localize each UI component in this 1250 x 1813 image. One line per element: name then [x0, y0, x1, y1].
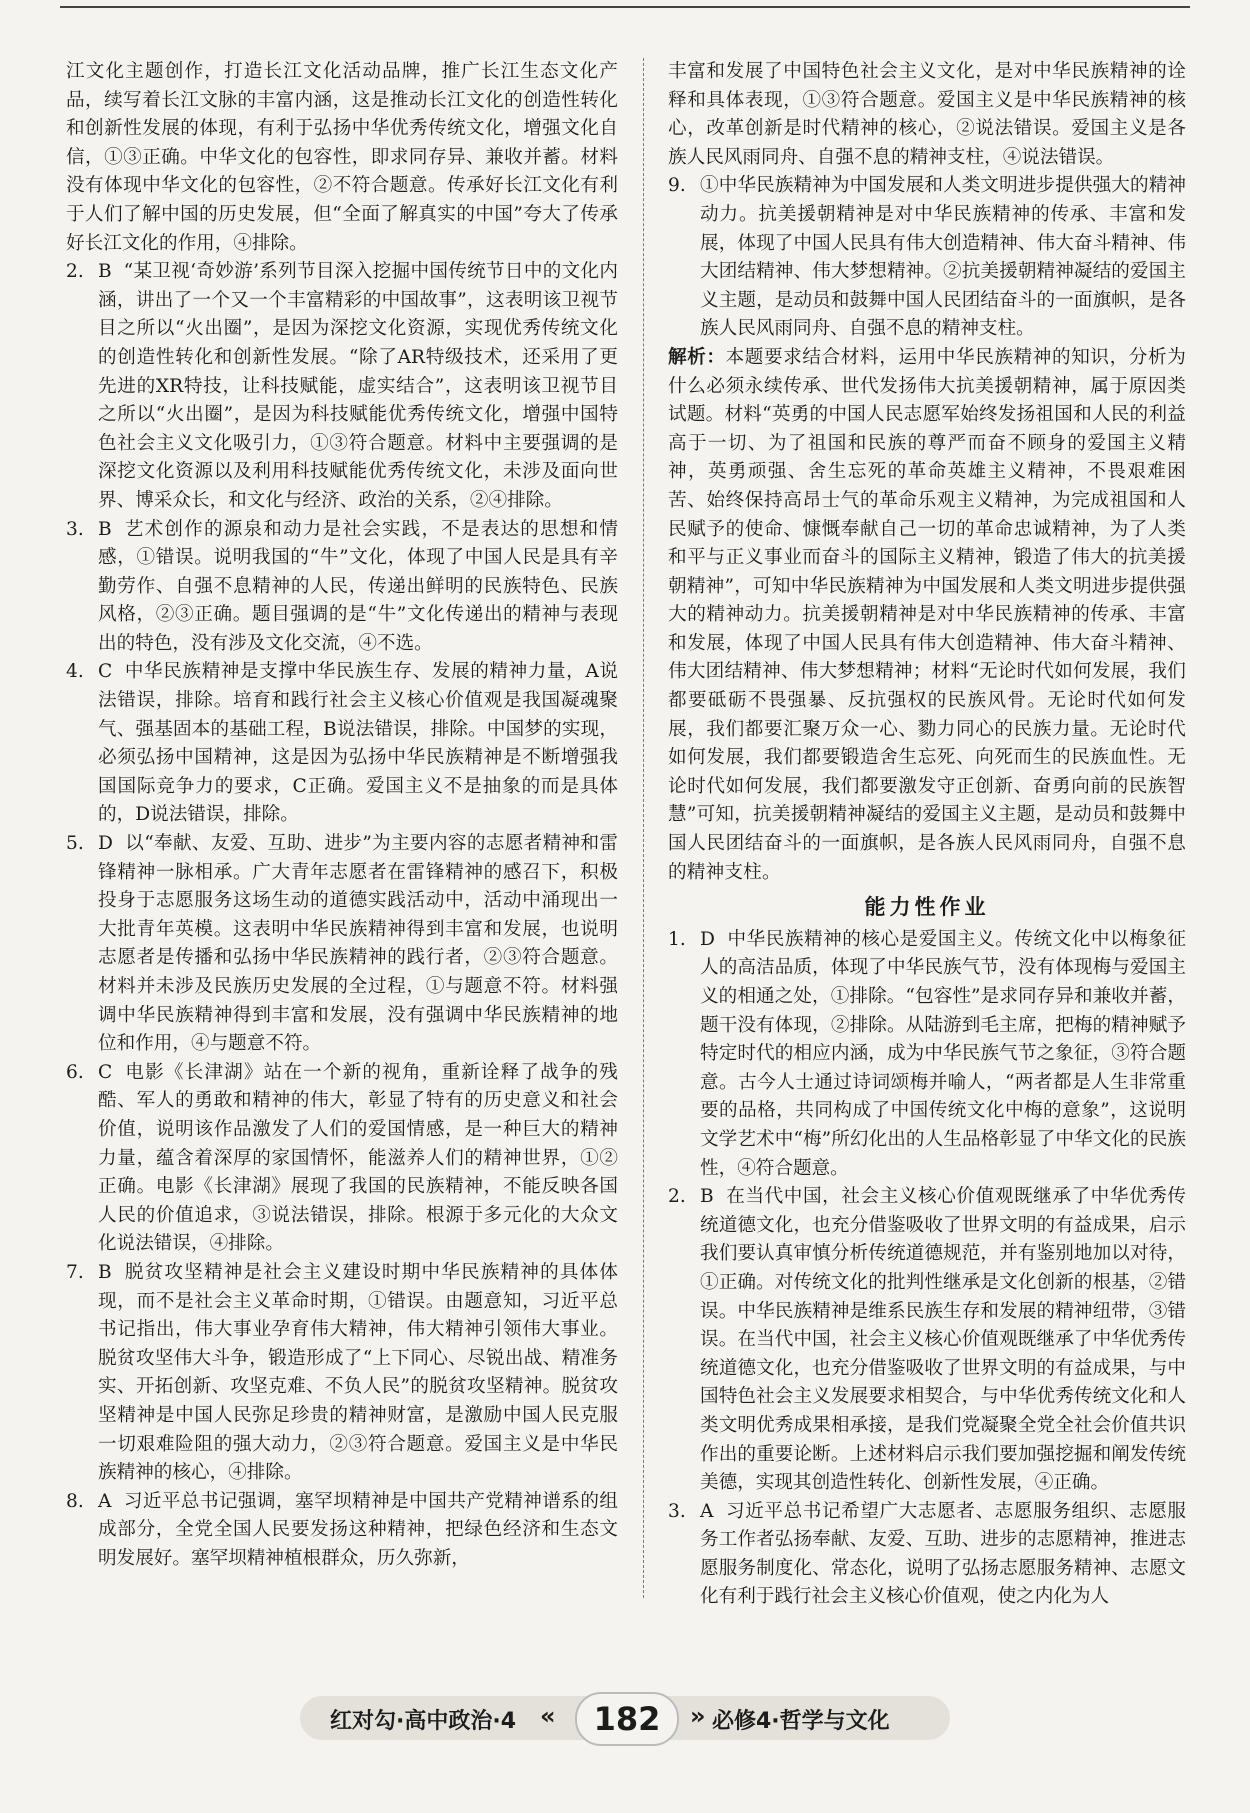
item-number: 2. [668, 1186, 686, 1208]
item-text: 在当代中国，社会主义核心价值观既继承了中华优秀传统道德文化，也充分借鉴吸收了世界文明的有益成果，启示我们要认真审慎分析传统道德规范，并有鉴别地加以对待，①正确。对传统文化的批判性继承是文化创新的根基，②错误。中华民族精神是维系民族生存和发展的精神纽带，③错误。在当代中国，社会主义核心价值观既继承了中华优秀传统道德文化，也充分借鉴吸收了世界文明的有益成果，与中国特色社会主义发展要求相契合，与中华优秀传统文化和人类文明优秀成果相承接，是我们党凝聚全党全社会价值共识作出的重要论断。上述材料启示我们要加强挖掘和阐发传统美德，实现其创造性转化、创新性发展，④正确。 [700, 1186, 1186, 1494]
item-number: 9. [668, 175, 686, 197]
item-number: 1. [668, 928, 686, 950]
item-text: 中华民族精神的核心是爱国主义。传统文化中以梅象征人的高洁品质，体现了中华民族气节，没有体现梅与爱国主义的相通之处，①排除。“包容性”是求同存异和兼收并蓄，题干没有体现，②排除。从陆游到毛主席，把梅的精神赋予特定时代的相应内涵，成为中华民族气节之象征，③符合题意。古今人士通过诗词颂梅并喻人，“两者都是人生非常重要的品格，共同构成了中国传统文化中梅的意象”，这说明文学艺术中“梅”所幻化出的人生品格彰显了中华文化的民族性，④符合题意。 [700, 928, 1186, 1179]
item-number: 4. [66, 661, 84, 683]
answer-item-4 [66, 658, 618, 830]
footer-book-title: 红对勾·高中政治·4 [330, 1709, 517, 1734]
right-column [668, 58, 1186, 1612]
item-answer: D [98, 833, 113, 855]
item-answer: A [700, 1500, 714, 1522]
item-text: “某卫视‘奇妙游’系列节目深入挖掘中国传统节日中的文化内涵，讲出了一个又一个丰富精彩的中国故事”，这表明该卫视节目之所以“火出圈”，是因为深挖文化资源，实现优秀传统文化的创造性转化和创新性发展。“除了AR特级技术，还采用了更先进的XR特技，让科技赋能，虚实结合”，这表明该卫视节目之所以“火出圈”，是因为科技赋能优秀传统文化，增强中国特色社会主义文化吸引力，①③符合题意。材料中主要强调的是深挖文化资源以及利用科技赋能优秀传统文化，未涉及面向世界、博采众长，和文化与经济、政治的关系，②④排除。 [98, 261, 618, 511]
item-text: ①中华民族精神为中国发展和人类文明进步提供强大的精神动力。抗美援朝精神是对中华民族精神的传承、丰富和发展，体现了中国人民具有伟大创造精神、伟大奋斗精神、伟大团结精神、伟大梦想精神。②抗美援朝精神凝结的爱国主义主题，是动员和鼓舞中国人民团结奋斗的一面旗帜，是各族人民风雨同舟、自强不息的精神支柱。 [700, 175, 1186, 340]
item-number: 7. [66, 1261, 84, 1283]
answer-item-5 [66, 830, 618, 1059]
item-8-continuation: 丰富和发展了中国特色社会主义文化，是对中华民族精神的诠释和具体表现，①③符合题意。爱国主义是中华民族精神的核心，改革创新是时代精神的核心，②说法错误。爱国主义是各族人民风雨同舟、自强不息的精神支柱，④说法错误。 [668, 61, 1186, 168]
analysis-text: 本题要求结合材料，运用中华民族精神的知识，分析为什么必须永续传承、世代发扬伟大抗美援朝精神，属于原因类试题。材料“英勇的中国人民志愿军始终发扬祖国和人民的利益高于一切、为了祖国和民族的尊严而奋不顾身的爱国主义精神，英勇顽强、舍生忘死的革命英雄主义精神，不畏艰难困苦、始终保持高昂士气的革命乐观主义精神，为完成祖国和人民赋予的使命、慷慨奉献自己一切的革命忠诚精神，为了人类和平与正义事业而奋斗的国际主义精神，锻造了伟大的抗美援朝精神”，可知中华民族精神为中国发展和人类文明进步提供强大的精神动力。抗美援朝精神是对中华民族精神的传承、丰富和发展，体现了中国人民具有伟大创造精神、伟大奋斗精神、伟大团结精神、伟大梦想精神；材料“无论时代如何发展，我们都要砥砺不畏强暴、反抗强权的民族风骨。无论时代如何发展，我们都要汇聚万众一心、勠力同心的民族力量。无论时代如何发展，我们都要锻造舍生忘死、向死而生的民族血性。无论时代如何发展，我们都要激发守正创新、奋勇向前的民族智慧”可知，抗美援朝精神凝结的爱国主义主题，是动员和鼓舞中国人民团结奋斗的一面旗帜，是各族人民风雨同舟，自强不息的精神支柱。 [668, 346, 1186, 883]
answer-item-9 [668, 172, 1186, 344]
item-text: 习近平总书记强调，塞罕坝精神是中国共产党精神谱系的组成部分，全党全国人民要发扬这种精神，把绿色经济和生态文明发展好。塞罕坝精神植根群众，历久弥新， [98, 1490, 618, 1569]
item-number: 2. [66, 261, 84, 283]
page-number: 182 [575, 1692, 679, 1746]
item-text: 电影《长津湖》站在一个新的视角，重新诠释了战争的残酷、军人的勇敢和精神的伟大，彰显了特有的历史意义和社会价值，说明该作品激发了人们的爱国情感，是一种巨大的精神力量，蕴含着深厚的家国情怀，能滋养人们的精神世界，①②正确。电影《长津湖》展现了我国的民族精神，不能反映各国人民的价值追求，③说法错误，排除。根源于多元化的大众文化说法错误，④排除。 [98, 1061, 618, 1255]
item-text: 脱贫攻坚精神是社会主义建设时期中华民族精神的具体体现，而不是社会主义革命时期，①错误。由题意知，习近平总书记指出，伟大事业孕育伟大精神，伟大精神引领伟大事业。脱贫攻坚伟大斗争，锻造形成了“上下同心、尽锐出战、精准务实、开拓创新、攻坚克难、不负人民”的脱贫攻坚精神。脱贫攻坚精神是中国人民弥足珍贵的精神财富，是激励中国人民克服一切艰难险阻的强大动力，②③符合题意。爱国主义是中华民族精神的核心，④排除。 [98, 1261, 618, 1484]
item-answer: B [98, 1261, 112, 1283]
item-answer: B [98, 518, 112, 540]
item-number: 6. [66, 1061, 84, 1083]
item-number: 3. [66, 518, 84, 540]
left-intro-paragraph: 江文化主题创作，打造长江文化活动品牌，推广长江生态文化产品，续写着长江文脉的丰富内涵，这是推动长江文化的创造性转化和创新性发展的体现，有利于弘扬中华优秀传统文化，增强文化自信，①③正确。中华文化的包容性，即求同存异、兼收并蓄。材料没有体现中华文化的包容性，②不符合题意。传承好长江文化有利于人们了解中国的历史发展，但“全面了解真实的中国”夸大了传承好长江文化的作用，④排除。 [66, 61, 618, 254]
chevron-left-icon: « [540, 1702, 556, 1730]
ability-item-3 [668, 1498, 1186, 1612]
item-text: 艺术创作的源泉和动力是社会实践，不是表达的思想和情感，①错误。说明我国的“牛”文化，体现了中国人民是具有辛勤劳作、自强不息精神的人民，传递出鲜明的民族特色、民族风格，②③正确。题目强调的是“牛”文化传递出的精神与表现出的特色，没有涉及文化交流，④不选。 [98, 518, 618, 654]
answer-item-3 [66, 516, 618, 659]
answer-item-7 [66, 1259, 618, 1488]
analysis-label: 解析： [668, 346, 726, 368]
section-title: 能力性作业 [864, 894, 990, 920]
analysis-paragraph [668, 344, 1186, 887]
item-answer: B [700, 1186, 714, 1208]
ability-item-2 [668, 1183, 1186, 1498]
item-answer: C [98, 1061, 113, 1083]
top-rule [60, 6, 1190, 8]
item-text: 中华民族精神是支撑中华民族生存、发展的精神力量，A说法错误，排除。培育和践行社会主义核心价值观是我国凝魂聚气、强基固本的基础工程，B说法错误，排除。中国梦的实现，必须弘扬中国精神，这是因为弘扬中华民族精神是不断增强我国国际竞争力的要求，C正确。爱国主义不是抽象的而是具体的，D说法错误，排除。 [98, 661, 618, 826]
item-number: 5. [66, 833, 84, 855]
chevron-right-icon: » [690, 1702, 706, 1730]
item-answer: C [98, 661, 113, 683]
item-number: 8. [66, 1490, 84, 1512]
page-footer [0, 1688, 1250, 1748]
answer-item-2 [66, 258, 618, 515]
left-column [66, 58, 618, 1573]
item-answer: A [98, 1490, 112, 1512]
item-answer: B [98, 261, 112, 283]
item-answer: D [700, 928, 715, 950]
footer-volume-title: 必修4·哲学与文化 [712, 1709, 890, 1734]
item-text: 习近平总书记希望广大志愿者、志愿服务组织、志愿服务工作者弘扬奉献、友爱、互助、进步的志愿精神，推进志愿服务制度化、常态化，说明了弘扬志愿服务精神、志愿文化有利于践行社会主义核心价值观，使之内化为人 [700, 1500, 1186, 1608]
answer-item-6 [66, 1059, 618, 1259]
column-divider [643, 58, 644, 1598]
item-number: 3. [668, 1500, 686, 1522]
answer-item-8 [66, 1488, 618, 1574]
ability-item-1 [668, 926, 1186, 1183]
item-text: 以“奉献、友爱、互助、进步”为主要内容的志愿者精神和雷锋精神一脉相承。广大青年志愿者在雷锋精神的感召下，积极投身于志愿服务这场生动的道德实践活动中，活动中涌现出一大批青年英模。这表明中华民族精神得到丰富和发展，也说明志愿者是传播和弘扬中华民族精神的践行者，②③符合题意。材料并未涉及民族历史发展的全过程，①与题意不符。材料强调中华民族精神得到丰富和发展，没有强调中华民族精神的地位和作用，④与题意不符。 [98, 833, 618, 1055]
